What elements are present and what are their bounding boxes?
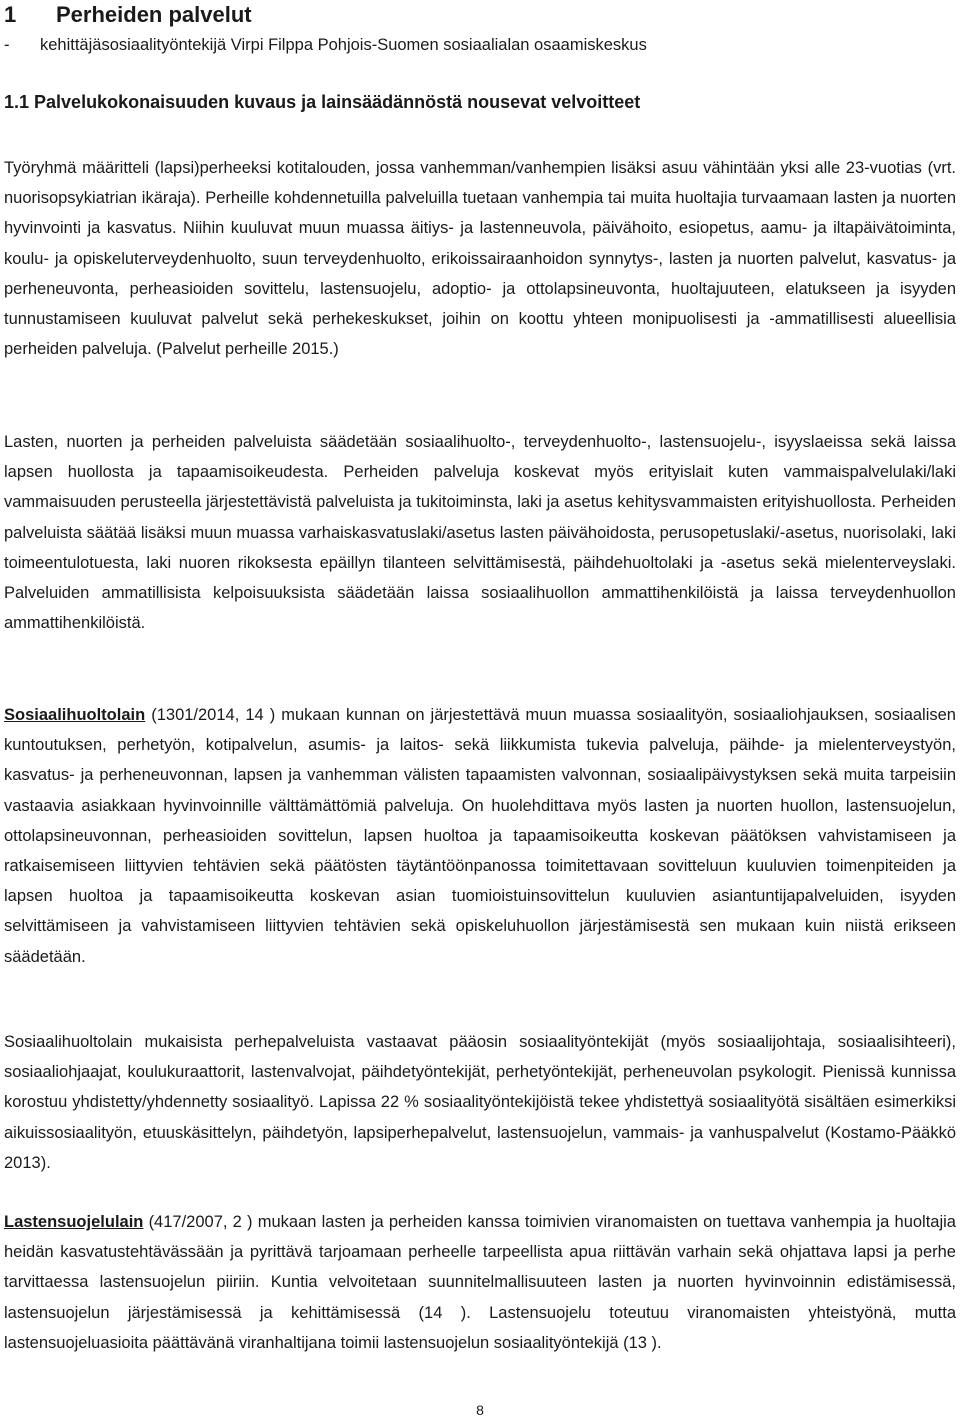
paragraph-legislation bbox=[4, 427, 956, 638]
paragraph-social-welfare-act bbox=[4, 700, 956, 972]
chapter-title: Perheiden palvelut bbox=[56, 2, 252, 27]
paragraph-staff bbox=[4, 1027, 956, 1178]
author-line bbox=[4, 36, 647, 55]
section-heading: 1.1 Palvelukokonaisuuden kuvaus ja lainsäädännöstä nousevat velvoitteet bbox=[4, 92, 641, 112]
chapter-number: 1 bbox=[4, 2, 17, 27]
author-text: kehittäjäsosiaalityöntekijä Virpi Filppa Pohjois-Suomen sosiaalialan osaamiskeskus bbox=[40, 36, 647, 54]
paragraph-child-welfare-act bbox=[4, 1207, 956, 1358]
paragraph-text: (1301/2014, 14 ) mukaan kunnan on järjestettävä muun muassa sosiaalityön, sosiaaliohjauksen, sosiaalisen kuntoutuksen, perhetyön, kotipalvelun, asumis- ja laitos- sekä liikkumista tukevia palveluja, päihde- ja mielenterveystyön, kasvatus- ja perheneuvonnan, lapsen ja vanhemman välisten tapaamisten valvonnan, sosiaalipäivystyksen sekä muita tarpeisiin vastaavia asiakkaan hyvinvoinnille välttämättömiä palveluja. On huolehdittava myös lasten ja nuorten huollon, lastensuojelun, ottolapsineuvonnan, perheasioiden sovittelun, lapsen huoltoa ja tapaamisoikeutta koskevan päätöksen vahvistamiseen ja ratkaisemiseen liittyvien tehtävien sekä päätösten täytäntöönpanossa toimitettavaan sovitteluun kuuluvien toimenpiteiden ja lapsen huoltoa ja tapaamisoikeutta koskevan asian tuomioistuinsovittelun kuuluvien asiantuntijapalveluiden, isyyden selvittämiseen ja vahvistamiseen liittyvien tehtävien sekä opiskeluhuollon järjestämisestä sen mukaan kuin niistä erikseen säädetään. bbox=[4, 706, 956, 966]
paragraph-definition bbox=[4, 153, 956, 364]
paragraph-text: (417/2007, 2 ) mukaan lasten ja perheiden kanssa toimivien viranomaisten on tuettava vanhempia ja huoltajia heidän kasvatustehtävässään ja pyrittävä tarjoamaan perheelle tarpeellista apua riittävän varhain sekä ohjattava lapsi ja perhe tarvittaessa lastensuojelun piiriin. Kuntia velvoitetaan suunnitelmallisuuteen lasten ja nuorten hyvinvoinnin edistämisessä, lastensuojelun järjestämisessä ja kehittämisessä (14 ). Lastensuojelu toteutuu viranomaisten yhteistyönä, mutta lastensuojeluasioita päättävänä viranhaltijana toimii lastensuojelun sosiaalityöntekijä (13 ). bbox=[4, 1213, 956, 1352]
author-dash: - bbox=[4, 36, 10, 54]
chapter-heading bbox=[4, 2, 252, 28]
paragraph-text: Sosiaalihuoltolain mukaisista perhepalveluista vastaavat pääosin sosiaalityöntekijät (myös sosiaalijohtaja, sosiaalisihteeri), sosiaaliohjaajat, koulukuraattorit, lastenvalvojat, päihdetyöntekijät, perhetyöntekijät, perheneuvolan psykologit. Pienissä kunnissa korostuu yhdistetty/yhdennetty sosiaalityö. Lapissa 22 % sosiaalityöntekijöistä tekee yhdistettyä sosiaalityötä sisältäen esimerkiksi aikuissosiaalityön, etuuskäsittelyn, päihdetyön, lapsiperhepalvelut, lastensuojelun, vammais- ja vanhuspalvelut (Kostamo-Pääkkö 2013). bbox=[4, 1033, 956, 1172]
page-number: 8 bbox=[476, 1402, 484, 1418]
law-name: Sosiaalihuoltolain bbox=[4, 706, 146, 724]
law-name: Lastensuojelulain bbox=[4, 1213, 144, 1231]
paragraph-text: Työryhmä määritteli (lapsi)perheeksi kotitalouden, jossa vanhemman/vanhempien lisäksi asuu vähintään yksi alle 23-vuotias (vrt. nuorisopsykiatrian ikäraja). Perheille kohdennetuilla palveluilla tuetaan vanhempia tai muita huoltajia turvaamaan lasten ja nuorten hyvinvointi ja kasvatus. Niihin kuuluvat muun muassa äitiys- ja lastenneuvola, päivähoito, esiopetus, aamu- ja iltapäivätoiminta, koulu- ja opiskeluterveydenhuolto, suun terveydenhuolto, erikoissairaanhoidon synnytys-, lasten ja nuorten palvelut, kasvatus- ja perheneuvonta, perheasioiden sovittelu, lastensuojelu, adoptio- ja ottolapsineuvonta, huoltajuuteen, elatukseen ja isyyden tunnustamiseen kuuluvat palvelut sekä perhekeskukset, joihin on koottu yhteen monipuolisesti ja -ammatillisesti alueellisia perheiden palveluja. (Palvelut perheille 2015.) bbox=[4, 159, 956, 359]
paragraph-text: Lasten, nuorten ja perheiden palveluista säädetään sosiaalihuolto-, terveydenhuolto-, lastensuojelu-, isyyslaeissa sekä laissa lapsen huollosta ja tapaamisoikeudesta. Perheiden palveluja koskevat myös erityislait kuten vammaispalvelulaki/laki vammaisuuden perusteella järjestettävistä palveluista ja tukitoiminsta, laki ja asetus kehitysvammaisten erityishuollosta. Perheiden palveluista säätää lisäksi muun muassa varhaiskasvatuslaki/asetus lasten päivähoidosta, perusopetuslaki/-asetus, nuorisolaki, laki toimeentulotuesta, laki nuoren rikoksesta epäillyn tilanteen selvittämisestä, päihdehuoltolaki ja -asetus sekä mielenterveyslaki. Palveluiden ammatillisista kelpoisuuksista säädetään laissa sosiaalihuollon ammattihenkilöistä ja laissa terveydenhuollon ammattihenkilöistä. bbox=[4, 433, 956, 633]
